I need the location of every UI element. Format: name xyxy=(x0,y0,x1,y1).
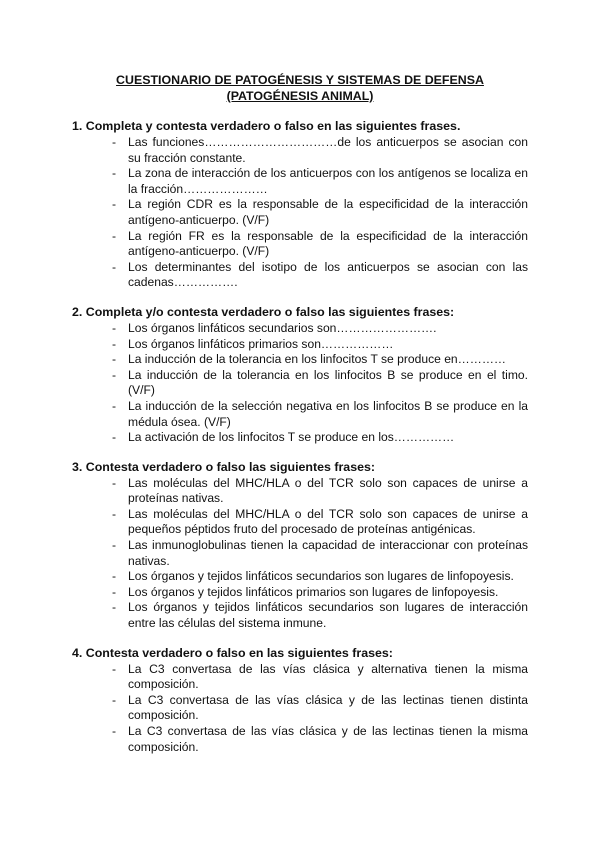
section-4 xyxy=(72,645,528,756)
document-title xyxy=(72,72,528,104)
list-item: - Los órganos y tejidos linfáticos primarios son lugares de linfopoyesis. xyxy=(112,585,528,601)
list-item: - La región FR es la responsable de la especificidad de la interacción antígeno-anticuerpo. (V/F) xyxy=(112,229,528,260)
list-item: - La región CDR es la responsable de la especificidad de la interacción antígeno-anticuerpo. (V/F) xyxy=(112,197,528,228)
list-item: - Los órganos y tejidos linfáticos secundarios son lugares de linfopoyesis. xyxy=(112,569,528,585)
list-item: - Las funciones……………………………de los anticuerpos se asocian con su fracción constante. xyxy=(112,135,528,166)
section-heading: 3. Contesta verdadero o falso las siguientes frases: xyxy=(72,459,375,474)
list-item: - La inducción de la tolerancia en los linfocitos T se produce en………… xyxy=(112,352,528,368)
section-heading: 1. Completa y contesta verdadero o falso en las siguientes frases. xyxy=(72,119,461,133)
list-item: - La activación de los linfocitos T se produce en los…………… xyxy=(112,430,528,446)
list-item: - La inducción de la selección negativa en los linfocitos B se produce en la médula ósea. (V/F) xyxy=(112,399,528,430)
title-line-2: (PATOGÉNESIS ANIMAL) xyxy=(226,89,374,103)
list-item: - Los órganos linfáticos primarios son……………… xyxy=(112,337,528,353)
list-item: - Las inmunoglobulinas tienen la capacidad de interaccionar con proteínas nativas. xyxy=(112,538,528,569)
question-list xyxy=(72,662,528,756)
list-item: - La C3 convertasa de las vías clásica y de las lectinas tienen la misma composición. xyxy=(112,724,528,755)
question-list xyxy=(72,476,528,632)
list-item: - Los órganos linfáticos secundarios son……………………. xyxy=(112,321,528,337)
list-item: - Los determinantes del isotipo de los anticuerpos se asocian con las cadenas……………. xyxy=(112,260,528,291)
list-item: - Los órganos y tejidos linfáticos secundarios son lugares de interacción entre las células del sistema inmune. xyxy=(112,600,528,631)
question-list xyxy=(72,321,528,446)
list-item: - La C3 convertasa de las vías clásica y de las lectinas tienen distinta composición. xyxy=(112,693,528,724)
question-list xyxy=(72,135,528,291)
list-item: - La C3 convertasa de las vías clásica y alternativa tienen la misma composición. xyxy=(112,662,528,693)
list-item: - La zona de interacción de los anticuerpos con los antígenos se localiza en la fracción………………… xyxy=(112,166,528,197)
list-item: - Las moléculas del MHC/HLA o del TCR solo son capaces de unirse a proteínas nativas. xyxy=(112,476,528,507)
section-2 xyxy=(72,304,528,446)
section-heading: 2. Completa y/o contesta verdadero o falso las siguientes frases: xyxy=(72,304,455,319)
title-line-1: CUESTIONARIO DE PATOGÉNESIS Y SISTEMAS DE DEFENSA xyxy=(116,73,484,87)
list-item: - Las moléculas del MHC/HLA o del TCR solo son capaces de unirse a pequeños péptidos fruto del procesado de proteínas antigénicas. xyxy=(112,507,528,538)
section-3 xyxy=(72,459,528,632)
section-1 xyxy=(72,118,528,291)
section-heading: 4. Contesta verdadero o falso en las siguientes frases: xyxy=(72,645,393,660)
list-item: - La inducción de la tolerancia en los linfocitos B se produce en el timo. (V/F) xyxy=(112,368,528,399)
